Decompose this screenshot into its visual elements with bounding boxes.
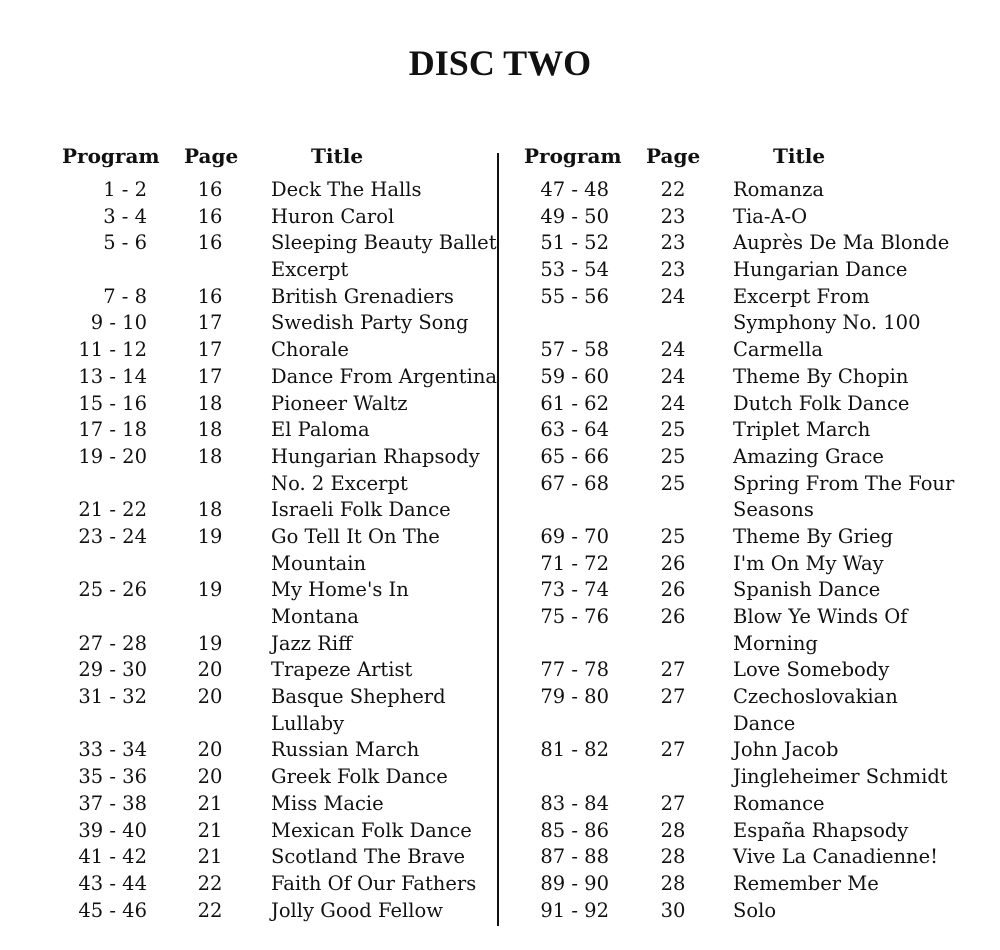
page-number: 25 xyxy=(660,471,686,495)
track-title: Lullaby xyxy=(271,711,345,735)
page-number: 22 xyxy=(660,178,686,201)
track-title: No. 2 Excerpt xyxy=(271,471,408,495)
program-number: 9 - 10 xyxy=(90,311,147,335)
page-number: 30 xyxy=(660,898,686,922)
page-number: 17 xyxy=(197,364,223,388)
track-title: Dance From Argentina xyxy=(271,364,498,388)
track-title: Vive La Canadienne! xyxy=(733,845,938,869)
page-number: 22 xyxy=(197,871,223,895)
page-number: 20 xyxy=(197,685,223,709)
program-number: 25 - 26 xyxy=(78,578,147,602)
track-title: Romance xyxy=(733,791,825,815)
program-number: 23 - 24 xyxy=(78,524,147,548)
track-title: Montana xyxy=(271,605,359,628)
page-number: 24 xyxy=(660,364,686,388)
program-number: 15 - 16 xyxy=(78,391,147,415)
page-number: 16 xyxy=(197,178,223,201)
program-number: 37 - 38 xyxy=(78,791,147,815)
track-title: Triplet March xyxy=(733,418,871,442)
program-number: 1 - 2 xyxy=(103,178,147,201)
track-title: Theme By Grieg xyxy=(733,524,894,548)
page-number: 25 xyxy=(660,524,686,548)
track-title: Jazz Riff xyxy=(271,631,352,655)
program-number: 57 - 58 xyxy=(540,338,609,362)
program-number: 39 - 40 xyxy=(78,818,147,842)
page-number: 26 xyxy=(660,605,686,628)
page-number: 21 xyxy=(197,791,223,815)
track-title: Swedish Party Song xyxy=(271,311,469,335)
page-number: 24 xyxy=(660,338,686,362)
track-title: Trapeze Artist xyxy=(271,658,413,682)
track-title: Czechoslovakian xyxy=(733,685,898,709)
program-number: 59 - 60 xyxy=(540,364,609,388)
track-title: Tia-A-O xyxy=(733,204,808,228)
track-title: Dance xyxy=(733,711,796,735)
page-number: 16 xyxy=(197,204,223,228)
track-title: Spring From The Four xyxy=(733,471,955,495)
track-title: British Grenadiers xyxy=(271,284,454,308)
page-number: 27 xyxy=(660,791,686,815)
page-number: 19 xyxy=(197,578,223,602)
page-number: 17 xyxy=(197,311,223,335)
track-title: Symphony No. 100 xyxy=(733,311,921,335)
track-title: Hungarian Rhapsody xyxy=(271,444,480,468)
page-number: 27 xyxy=(660,658,686,682)
program-number: 77 - 78 xyxy=(540,658,609,682)
track-title: Scotland The Brave xyxy=(271,845,466,869)
track-title: Hungarian Dance xyxy=(733,258,908,282)
track-title: Auprès De Ma Blonde xyxy=(733,231,950,255)
track-title: Pioneer Waltz xyxy=(271,391,408,415)
track-title: Excerpt xyxy=(271,258,349,282)
program-number: 41 - 42 xyxy=(78,845,147,869)
program-number: 19 - 20 xyxy=(78,444,147,468)
track-title: Deck The Halls xyxy=(271,178,422,201)
track-title: El Paloma xyxy=(271,418,370,442)
page-number: 18 xyxy=(197,418,223,442)
track-title: Mountain xyxy=(271,551,367,575)
page-number: 26 xyxy=(660,578,686,602)
track-title: Russian March xyxy=(271,738,420,762)
program-number: 21 - 22 xyxy=(78,498,147,522)
program-number: 69 - 70 xyxy=(540,524,609,548)
track-title: Greek Folk Dance xyxy=(271,765,448,789)
header-title-right: Title xyxy=(773,144,826,168)
page-number: 25 xyxy=(660,444,686,468)
track-title: Miss Macie xyxy=(271,791,384,815)
page-number: 21 xyxy=(197,818,223,842)
track-title: Basque Shepherd xyxy=(271,685,446,709)
program-number: 73 - 74 xyxy=(540,578,609,602)
track-title: Spanish Dance xyxy=(733,578,881,602)
page-number: 19 xyxy=(197,524,223,548)
track-title: Israeli Folk Dance xyxy=(271,498,451,522)
page-number: 22 xyxy=(197,898,223,922)
track-title: Seasons xyxy=(733,498,814,522)
program-number: 27 - 28 xyxy=(78,631,147,655)
track-title: Blow Ye Winds Of xyxy=(733,605,908,628)
program-number: 63 - 64 xyxy=(540,418,609,442)
page-number: 23 xyxy=(660,231,686,255)
track-title: Dutch Folk Dance xyxy=(733,391,910,415)
page-number: 26 xyxy=(660,551,686,575)
program-number: 49 - 50 xyxy=(540,204,609,228)
program-number: 83 - 84 xyxy=(540,791,609,815)
program-number: 55 - 56 xyxy=(540,284,609,308)
program-number: 47 - 48 xyxy=(540,178,609,201)
program-number: 45 - 46 xyxy=(78,898,147,922)
track-title: Sleeping Beauty Ballet xyxy=(271,231,497,255)
program-number: 51 - 52 xyxy=(540,231,609,255)
page-number: 16 xyxy=(197,231,223,255)
track-title: Mexican Folk Dance xyxy=(271,818,472,842)
page-number: 17 xyxy=(197,338,223,362)
track-title: Remember Me xyxy=(733,871,879,895)
track-title: Carmella xyxy=(733,338,823,362)
program-number: 7 - 8 xyxy=(103,284,147,308)
program-number: 61 - 62 xyxy=(540,391,609,415)
page-number: 28 xyxy=(660,818,686,842)
program-number: 75 - 76 xyxy=(540,605,609,628)
program-number: 79 - 80 xyxy=(540,685,609,709)
track-title: Jingleheimer Schmidt xyxy=(733,765,948,789)
track-title: Amazing Grace xyxy=(733,444,884,468)
program-number: 53 - 54 xyxy=(540,258,609,282)
program-number: 43 - 44 xyxy=(78,871,147,895)
program-number: 13 - 14 xyxy=(78,364,147,388)
program-number: 87 - 88 xyxy=(540,845,609,869)
program-number: 31 - 32 xyxy=(78,685,147,709)
track-title: Go Tell It On The xyxy=(271,524,440,548)
program-number: 71 - 72 xyxy=(540,551,609,575)
header-program-left: Program xyxy=(62,144,160,168)
program-number: 81 - 82 xyxy=(540,738,609,762)
page-number: 23 xyxy=(660,258,686,282)
page-number: 16 xyxy=(197,284,223,308)
page-number: 24 xyxy=(660,391,686,415)
page-number: 28 xyxy=(660,845,686,869)
program-number: 33 - 34 xyxy=(78,738,147,762)
program-number: 11 - 12 xyxy=(78,338,147,362)
track-title: Huron Carol xyxy=(271,204,395,228)
program-number: 3 - 4 xyxy=(103,204,147,228)
page-number: 18 xyxy=(197,391,223,415)
page-number: 27 xyxy=(660,738,686,762)
track-title: Solo xyxy=(733,898,777,922)
program-number: 17 - 18 xyxy=(78,418,147,442)
program-number: 35 - 36 xyxy=(78,765,147,789)
track-title: Morning xyxy=(733,631,818,655)
header-title-left: Title xyxy=(311,144,364,168)
track-title: Jolly Good Fellow xyxy=(271,898,443,922)
page-number: 23 xyxy=(660,204,686,228)
track-title: John Jacob xyxy=(733,738,839,762)
program-number: 89 - 90 xyxy=(540,871,609,895)
header-page-left: Page xyxy=(184,144,239,168)
program-number: 67 - 68 xyxy=(540,471,609,495)
page-number: 27 xyxy=(660,685,686,709)
page-title: DISC TWO xyxy=(408,43,592,83)
program-number: 5 - 6 xyxy=(103,231,147,255)
track-title: I'm On My Way xyxy=(733,551,884,575)
program-number: 91 - 92 xyxy=(540,898,609,922)
track-title: Chorale xyxy=(271,338,349,362)
page-number: 25 xyxy=(660,418,686,442)
page-number: 24 xyxy=(660,284,686,308)
program-number: 85 - 86 xyxy=(540,818,609,842)
track-title: My Home's In xyxy=(271,578,409,602)
track-title: España Rhapsody xyxy=(733,818,909,842)
page-number: 18 xyxy=(197,444,223,468)
page-number: 21 xyxy=(197,845,223,869)
page-number: 18 xyxy=(197,498,223,522)
page-number: 20 xyxy=(197,765,223,789)
track-title: Theme By Chopin xyxy=(733,364,909,388)
page-number: 28 xyxy=(660,871,686,895)
page-number: 19 xyxy=(197,631,223,655)
page-number: 20 xyxy=(197,738,223,762)
track-title: Romanza xyxy=(733,178,824,201)
track-title: Faith Of Our Fathers xyxy=(271,871,477,895)
track-title: Excerpt From xyxy=(733,284,870,308)
page-number: 20 xyxy=(197,658,223,682)
track-title: Love Somebody xyxy=(733,658,890,682)
program-number: 29 - 30 xyxy=(78,658,147,682)
header-program-right: Program xyxy=(524,144,622,168)
header-page-right: Page xyxy=(646,144,701,168)
program-number: 65 - 66 xyxy=(540,444,609,468)
